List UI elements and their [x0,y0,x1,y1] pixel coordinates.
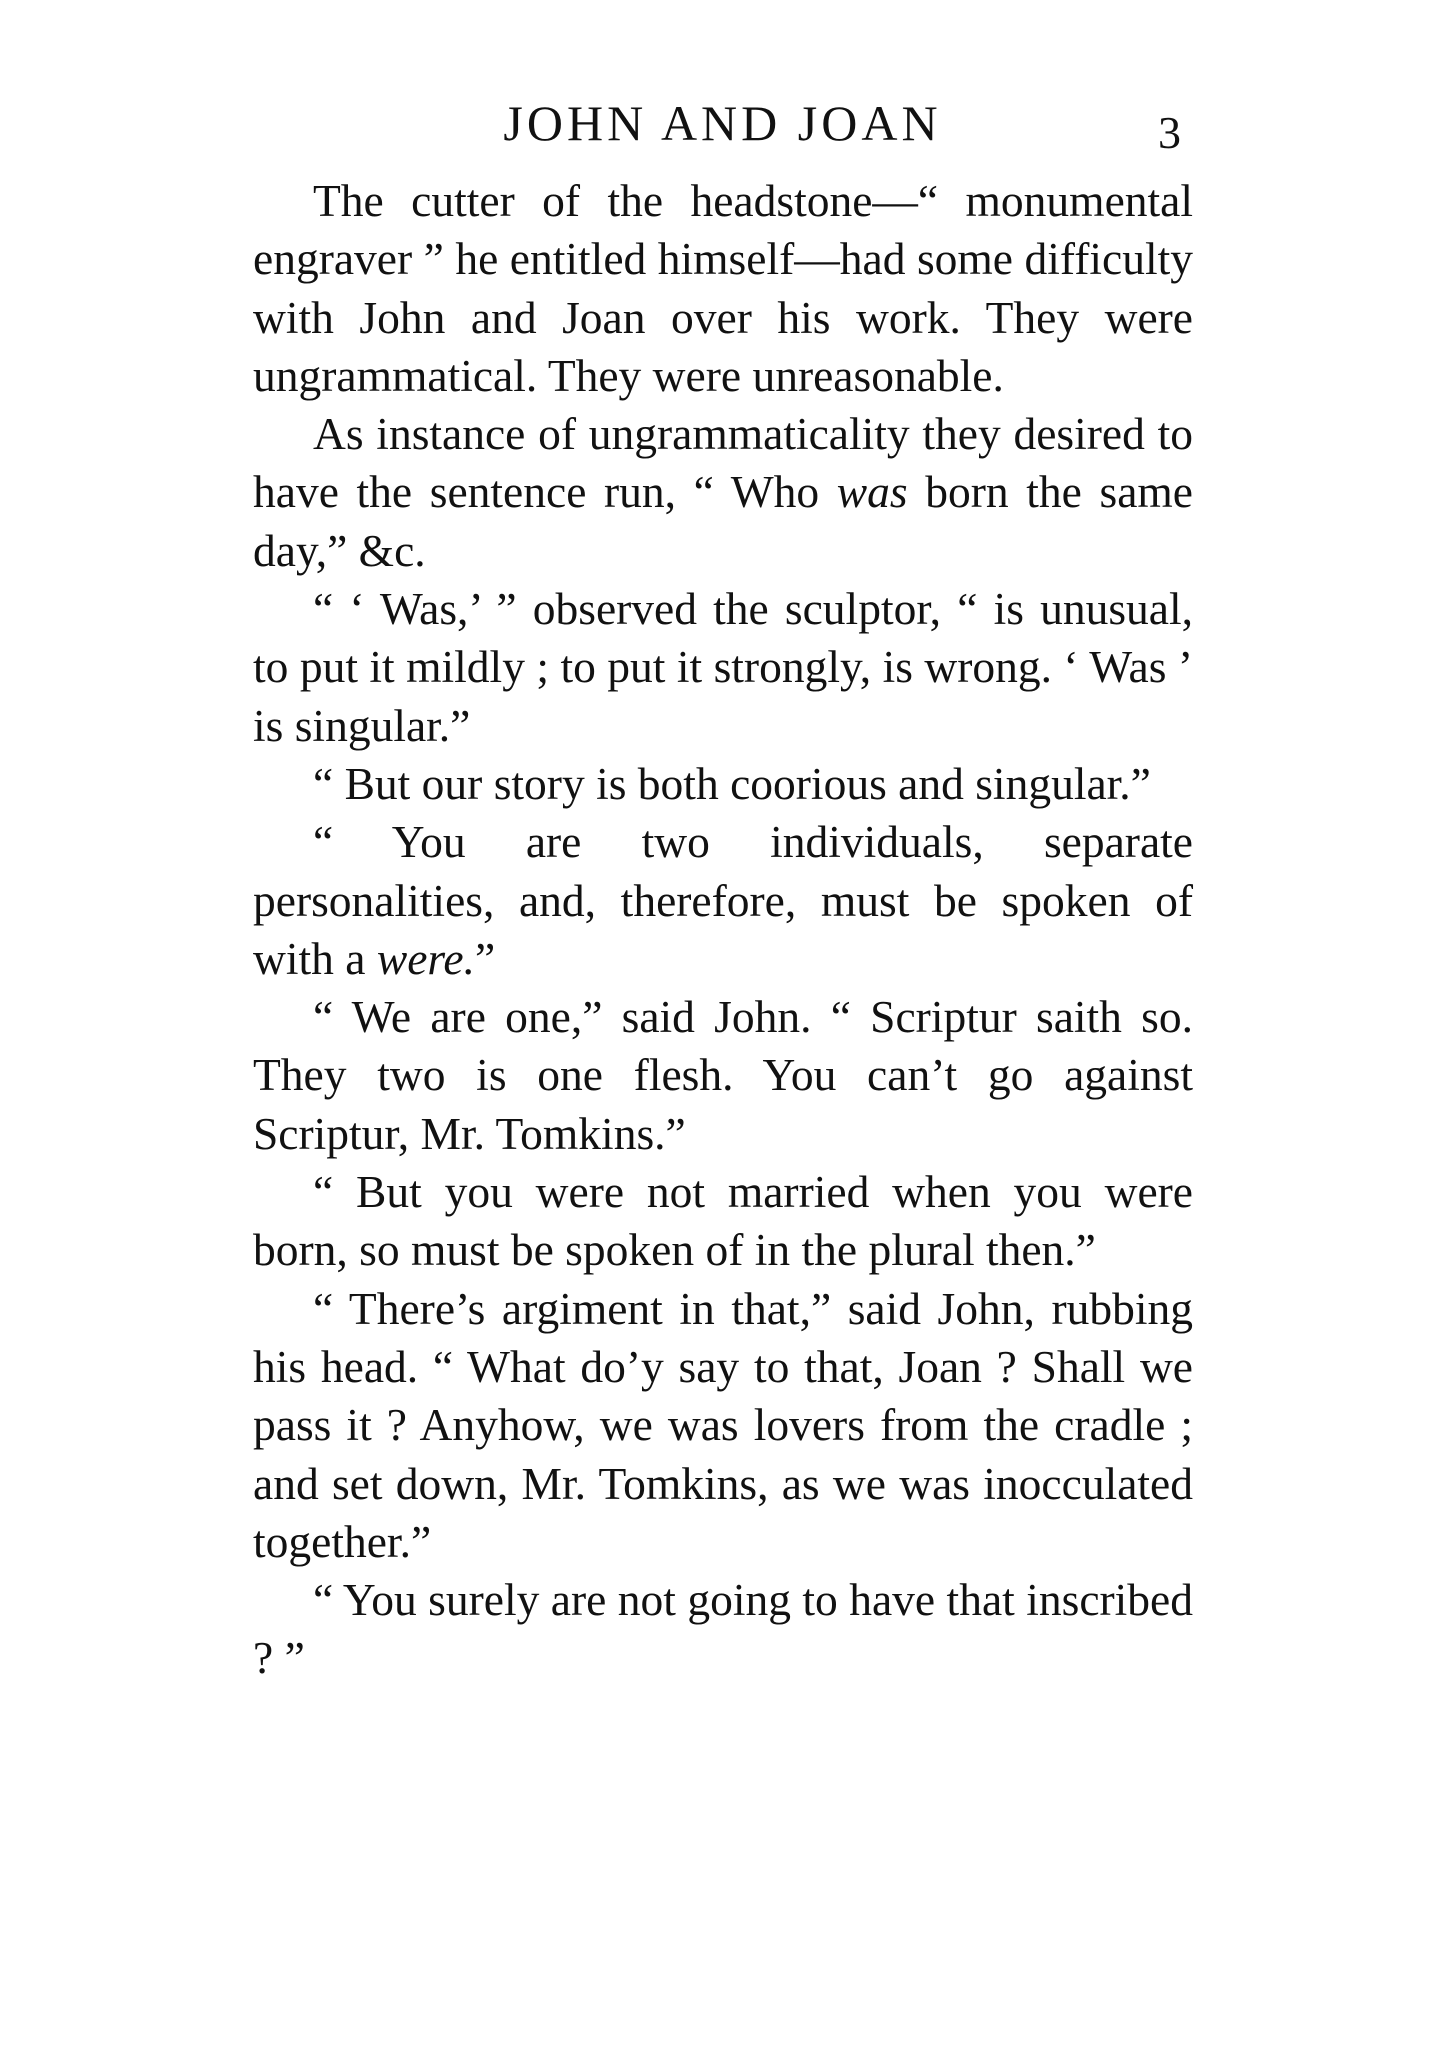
paragraph [253,405,1193,580]
italic-text: was [836,466,908,518]
paragraph [253,172,1193,405]
paragraph [253,580,1193,755]
text-run: born the same day,” &c. [253,466,1194,576]
text-run: “ There’s argiment in that,” said John, rubbing his head. “ What do’y say to that, Joan ? Shall we pass it ? Anyhow, we was lovers from the cradle ; and set down, Mr. Tomkins, as we was inocculated together.” [253,1282,1193,1567]
body-text [253,172,1193,1688]
text-run: ” [474,932,496,984]
italic-text: were. [376,932,475,984]
paragraph [253,813,1193,988]
paragraph [253,988,1193,1163]
running-title: JOHN AND JOAN [503,95,942,151]
text-run: “ ‘ Was,’ ” observed the sculptor, “ is unusual, to put it mildly ; to put it strongly, is wrong. ‘ Was ’ is singular.” [253,583,1193,751]
text-run: The cutter of the headstone—“ monumental engraver ” he entitled himself—had some difficulty with John and Joan over his work. They were ungrammatical. They were unreasonable. [253,175,1193,401]
paragraph [253,755,1193,813]
page-number: 3 [1158,107,1181,158]
text-run: “ But you were not married when you were born, so must be spoken of in the plural then.” [253,1166,1193,1276]
text-run: “ You surely are not going to have that inscribed ? ” [253,1574,1193,1684]
paragraph [253,1163,1193,1280]
running-head [0,88,1445,158]
text-run: “ You are two individuals, separate personalities, and, therefore, must be spoken of with a [253,816,1193,984]
text-run: “ But our story is both coorious and singular.” [313,757,1151,809]
paragraph [253,1571,1193,1688]
text-run: As instance of ungrammaticality they desired to have the sentence run, “ Who [253,408,1193,518]
paragraph [253,1280,1193,1571]
text-run: “ We are one,” said John. “ Scriptur saith so. They two is one flesh. You can’t go against Scriptur, Mr. Tomkins.” [253,991,1193,1159]
